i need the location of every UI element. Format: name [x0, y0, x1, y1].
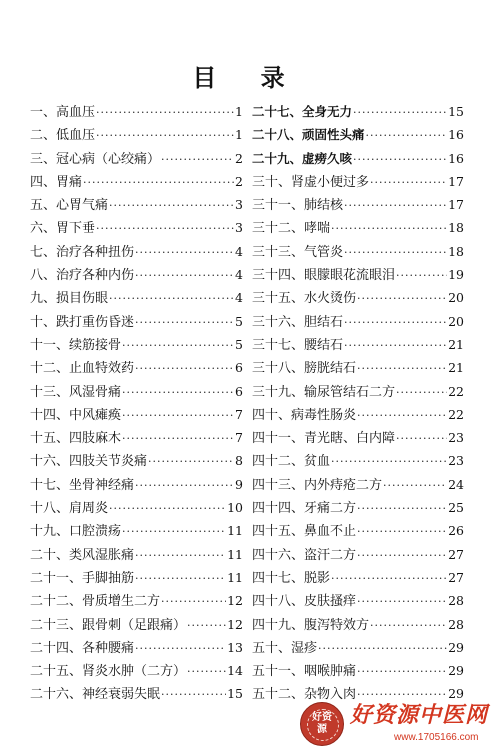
toc-entry — [252, 659, 464, 682]
toc-entry-page: 1 — [235, 127, 243, 143]
toc-entry-page: 22 — [448, 406, 464, 422]
brand-url: www.1705166.com — [394, 732, 479, 743]
dot-leader — [109, 497, 226, 519]
toc-entry-page: 6 — [235, 383, 243, 399]
toc-entry — [252, 216, 464, 239]
toc-entry — [252, 170, 464, 193]
toc-entry-title: 一、高血压 — [30, 105, 96, 120]
dot-leader — [109, 194, 234, 216]
toc-entry-page: 5 — [235, 313, 243, 329]
toc-entry-page: 17 — [448, 197, 464, 213]
toc-entry-title: 三、冠心病（心绞痛） — [30, 151, 161, 167]
dot-leader — [96, 101, 234, 123]
toc-entry-page: 2 — [235, 173, 243, 189]
toc-entry — [30, 216, 243, 239]
toc-entry-page: 17 — [448, 173, 464, 189]
toc-entry — [30, 123, 243, 146]
dot-leader — [122, 381, 234, 403]
dot-leader — [161, 683, 226, 705]
toc-entry-page: 3 — [235, 220, 243, 236]
toc-entry-title: 九、损目伤眼 — [30, 291, 109, 307]
toc-entry-title: 四十八、皮肤搔痒 — [252, 594, 357, 610]
toc-entry-title: 二十五、肾炎水肿（二方） — [30, 664, 187, 680]
toc-entry-page: 23 — [448, 430, 464, 446]
toc-entry-page: 22 — [448, 383, 464, 399]
brand-name: 好资源中医网 — [350, 703, 489, 728]
dot-leader — [135, 241, 234, 263]
toc-entry-title: 四十四、牙痛二方 — [252, 501, 357, 517]
toc-entry — [30, 566, 243, 589]
toc-entry-page: 19 — [448, 267, 464, 283]
toc-entry — [252, 100, 464, 123]
dot-leader — [357, 660, 447, 682]
toc-entry-page: 28 — [448, 616, 464, 632]
dot-leader — [396, 427, 447, 449]
toc-entry-page: 23 — [448, 453, 464, 469]
dot-leader — [383, 474, 447, 496]
toc-entry — [252, 286, 464, 309]
toc-entry-page: 18 — [448, 220, 464, 236]
toc-entry-title: 四十三、内外痔疮二方 — [252, 477, 383, 493]
toc-entry-page: 29 — [448, 639, 464, 655]
dot-leader — [357, 544, 447, 566]
toc-right-column — [252, 100, 464, 706]
toc-entry-page: 3 — [235, 197, 243, 213]
toc-entry-title: 十二、止血特效药 — [30, 361, 135, 377]
toc-entry-title: 十八、肩周炎 — [30, 501, 109, 517]
dot-leader — [396, 381, 447, 403]
dot-leader — [96, 124, 234, 146]
toc-entry — [252, 566, 464, 589]
dot-leader — [135, 264, 234, 286]
toc-entry — [30, 263, 243, 286]
toc-entry-title: 十、跌打重伤昏迷 — [30, 314, 135, 330]
toc-entry-page: 12 — [227, 593, 243, 609]
dot-leader — [357, 287, 447, 309]
toc-entry-title: 三十六、胆结石 — [252, 314, 344, 330]
dot-leader — [357, 357, 447, 379]
toc-entry-title: 二十、类风湿胀痛 — [30, 547, 135, 563]
dot-leader — [331, 567, 447, 589]
page-title: 目 录 — [192, 64, 303, 92]
toc-entry — [252, 310, 464, 333]
dot-leader — [122, 520, 226, 542]
toc-entry-title: 十四、中风瘫痪 — [30, 407, 122, 423]
toc-entry — [30, 473, 243, 496]
toc-entry-title: 十六、四肢关节炎痛 — [30, 454, 148, 470]
dot-leader — [344, 194, 447, 216]
toc-entry-title: 三十一、肺结核 — [252, 198, 344, 214]
toc-entry-title: 十三、风湿骨痛 — [30, 384, 122, 400]
toc-entry — [252, 123, 464, 146]
dot-leader — [122, 427, 234, 449]
toc-entry-page: 27 — [448, 569, 464, 585]
toc-entry — [252, 449, 464, 472]
toc-entry — [30, 240, 243, 263]
toc-entry-title: 四十六、盗汗二方 — [252, 547, 357, 563]
toc-entry — [252, 426, 464, 449]
toc-entry-title: 二十六、神经衰弱失眠 — [30, 687, 161, 703]
dot-leader — [370, 614, 447, 636]
toc-entry-page: 20 — [448, 290, 464, 306]
toc-entry — [30, 519, 243, 542]
toc-entry-title: 八、治疗各种内伤 — [30, 268, 135, 284]
toc-entry-title: 十九、口腔溃疡 — [30, 524, 122, 540]
dot-leader — [318, 637, 447, 659]
dot-leader — [344, 311, 447, 333]
dot-leader — [135, 637, 226, 659]
toc-entry — [252, 403, 464, 426]
toc-entry — [252, 589, 464, 612]
toc-entry-title: 二十一、手脚抽筋 — [30, 570, 135, 586]
toc-entry — [30, 682, 243, 705]
toc-entry-page: 6 — [235, 360, 243, 376]
toc-entry-page: 4 — [235, 290, 243, 306]
dot-leader — [161, 148, 234, 170]
dot-leader — [135, 311, 234, 333]
toc-entry-page: 9 — [235, 476, 243, 492]
toc-entry — [30, 100, 243, 123]
dot-leader — [122, 334, 234, 356]
toc-entry — [30, 636, 243, 659]
toc-entry-title: 四十五、鼻血不止 — [252, 524, 357, 540]
toc-entry-title: 三十二、哮喘 — [252, 221, 331, 237]
toc-entry-title: 三十九、输尿管结石二方 — [252, 384, 396, 400]
toc-entry — [252, 333, 464, 356]
toc-entry-title: 五十二、杂物入肉 — [252, 687, 357, 703]
toc-entry-page: 25 — [448, 500, 464, 516]
toc-entry-page: 2 — [235, 150, 243, 166]
dot-leader — [135, 474, 234, 496]
toc-entry — [30, 170, 243, 193]
toc-entry-title: 三十四、眼朦眼花流眼泪 — [252, 268, 396, 284]
toc-entry-title: 三十、肾虚小便过多 — [252, 174, 370, 190]
toc-entry-title: 四十二、贫血 — [252, 454, 331, 470]
toc-entry — [30, 147, 243, 170]
toc-entry-page: 10 — [227, 500, 243, 516]
toc-entry — [30, 449, 243, 472]
dot-leader — [357, 520, 447, 542]
toc-entry-title: 四十一、青光瞎、白内障 — [252, 431, 396, 447]
dot-leader — [122, 404, 234, 426]
toc-entry-title: 十五、四肢麻木 — [30, 431, 122, 447]
toc-entry-title: 四十七、脱影 — [252, 570, 331, 586]
dot-leader — [109, 287, 234, 309]
toc-left-column — [30, 100, 243, 706]
toc-entry-page: 4 — [235, 267, 243, 283]
toc-entry — [30, 426, 243, 449]
toc-entry-page: 16 — [448, 127, 464, 143]
toc-entry — [252, 147, 464, 170]
toc-entry-page: 13 — [227, 639, 243, 655]
toc-entry — [252, 193, 464, 216]
toc-entry-page: 5 — [235, 336, 243, 352]
toc-entry-page: 12 — [227, 616, 243, 632]
toc-entry — [252, 543, 464, 566]
toc-entry-page: 11 — [227, 546, 243, 562]
toc-entry-page: 28 — [448, 593, 464, 609]
toc-entry-title: 三十八、膀胱结石 — [252, 361, 357, 377]
toc-entry-page: 20 — [448, 313, 464, 329]
toc-entry-page: 29 — [448, 686, 464, 702]
toc-entry — [30, 659, 243, 682]
toc-entry — [30, 380, 243, 403]
seal-text: 好资源 — [312, 712, 332, 735]
toc-entry-title: 二十四、各种腰痛 — [30, 640, 135, 656]
dot-leader — [187, 614, 226, 636]
dot-leader — [148, 450, 234, 472]
dot-leader — [344, 334, 447, 356]
dot-leader — [161, 590, 226, 612]
toc-entry-page: 16 — [448, 150, 464, 166]
toc-entry-title: 五十、湿疹 — [252, 640, 318, 656]
dot-leader — [353, 101, 447, 123]
toc-entry — [252, 519, 464, 542]
toc-entry — [30, 286, 243, 309]
toc-entry-page: 8 — [235, 453, 243, 469]
toc-entry-page: 14 — [227, 663, 243, 679]
toc-entry — [30, 613, 243, 636]
dot-leader — [353, 148, 447, 170]
dot-leader — [370, 171, 447, 193]
toc-entry — [30, 193, 243, 216]
toc-entry — [30, 543, 243, 566]
toc-entry-title: 十一、续筋接骨 — [30, 337, 122, 353]
dot-leader — [83, 171, 234, 193]
toc-entry-title: 六、胃下垂 — [30, 221, 96, 237]
toc-entry-title: 二十九、虚痨久咳 — [252, 150, 353, 166]
toc-entry-title: 四十九、腹泻特效方 — [252, 617, 370, 633]
toc-entry — [252, 496, 464, 519]
toc-entry — [30, 589, 243, 612]
toc-entry-page: 11 — [227, 569, 243, 585]
toc-entry-page: 15 — [448, 104, 464, 119]
toc-entry — [30, 403, 243, 426]
toc-entry — [252, 356, 464, 379]
dot-leader — [357, 404, 447, 426]
dot-leader — [187, 660, 226, 682]
toc-entry — [252, 613, 464, 636]
toc-entry-title: 四、胃痛 — [30, 174, 83, 190]
toc-entry-title: 二十七、全身无力 — [252, 104, 353, 119]
dot-leader — [331, 217, 447, 239]
toc-entry — [30, 496, 243, 519]
toc-entry-page: 29 — [448, 663, 464, 679]
toc-entry — [252, 263, 464, 286]
toc-entry-page: 7 — [235, 406, 243, 422]
dot-leader — [331, 450, 447, 472]
toc-entry-title: 五十一、咽喉肿痛 — [252, 664, 357, 680]
toc-entry-title: 七、治疗各种扭伤 — [30, 244, 135, 260]
toc-entry-page: 1 — [235, 104, 243, 119]
toc-entry-title: 三十三、气管炎 — [252, 244, 344, 260]
toc-entry-title: 二十八、顽固性头痛 — [252, 127, 365, 143]
dot-leader — [344, 241, 447, 263]
toc-entry-page: 21 — [448, 360, 464, 376]
dot-leader — [135, 357, 234, 379]
toc-entry — [252, 473, 464, 496]
toc-entry-title: 三十五、水火烫伤 — [252, 291, 357, 307]
dot-leader — [135, 544, 226, 566]
toc-entry-page: 11 — [227, 523, 243, 539]
seal-icon — [300, 702, 344, 746]
toc-entry-title: 十七、坐骨神经痛 — [30, 477, 135, 493]
toc-entry-page: 4 — [235, 243, 243, 259]
toc-entry-page: 18 — [448, 243, 464, 259]
toc-entry — [252, 636, 464, 659]
dot-leader — [96, 217, 234, 239]
toc-entry-title: 三十七、腰结石 — [252, 337, 344, 353]
dot-leader — [357, 497, 447, 519]
toc-entry — [30, 333, 243, 356]
toc-entry-title: 二十三、跟骨刺（足跟痛） — [30, 617, 187, 633]
toc-entry-title: 二十二、骨质增生二方 — [30, 594, 161, 610]
toc-entry — [30, 356, 243, 379]
toc-entry-page: 21 — [448, 336, 464, 352]
dot-leader — [135, 567, 226, 589]
toc-entry-title: 二、低血压 — [30, 128, 96, 144]
toc-entry — [30, 310, 243, 333]
dot-leader — [396, 264, 447, 286]
toc-entry-page: 26 — [448, 523, 464, 539]
dot-leader — [366, 124, 448, 146]
toc-entry-title: 五、心胃气痛 — [30, 198, 109, 214]
dot-leader — [357, 590, 447, 612]
toc-entry-page: 24 — [448, 476, 464, 492]
toc-entry — [252, 240, 464, 263]
watermark-logo — [300, 702, 490, 746]
toc-entry — [252, 380, 464, 403]
toc-entry-page: 7 — [235, 430, 243, 446]
toc-entry-page: 15 — [227, 686, 243, 702]
toc-entry-title: 四十、病毒性肠炎 — [252, 407, 357, 423]
toc-entry-page: 27 — [448, 546, 464, 562]
